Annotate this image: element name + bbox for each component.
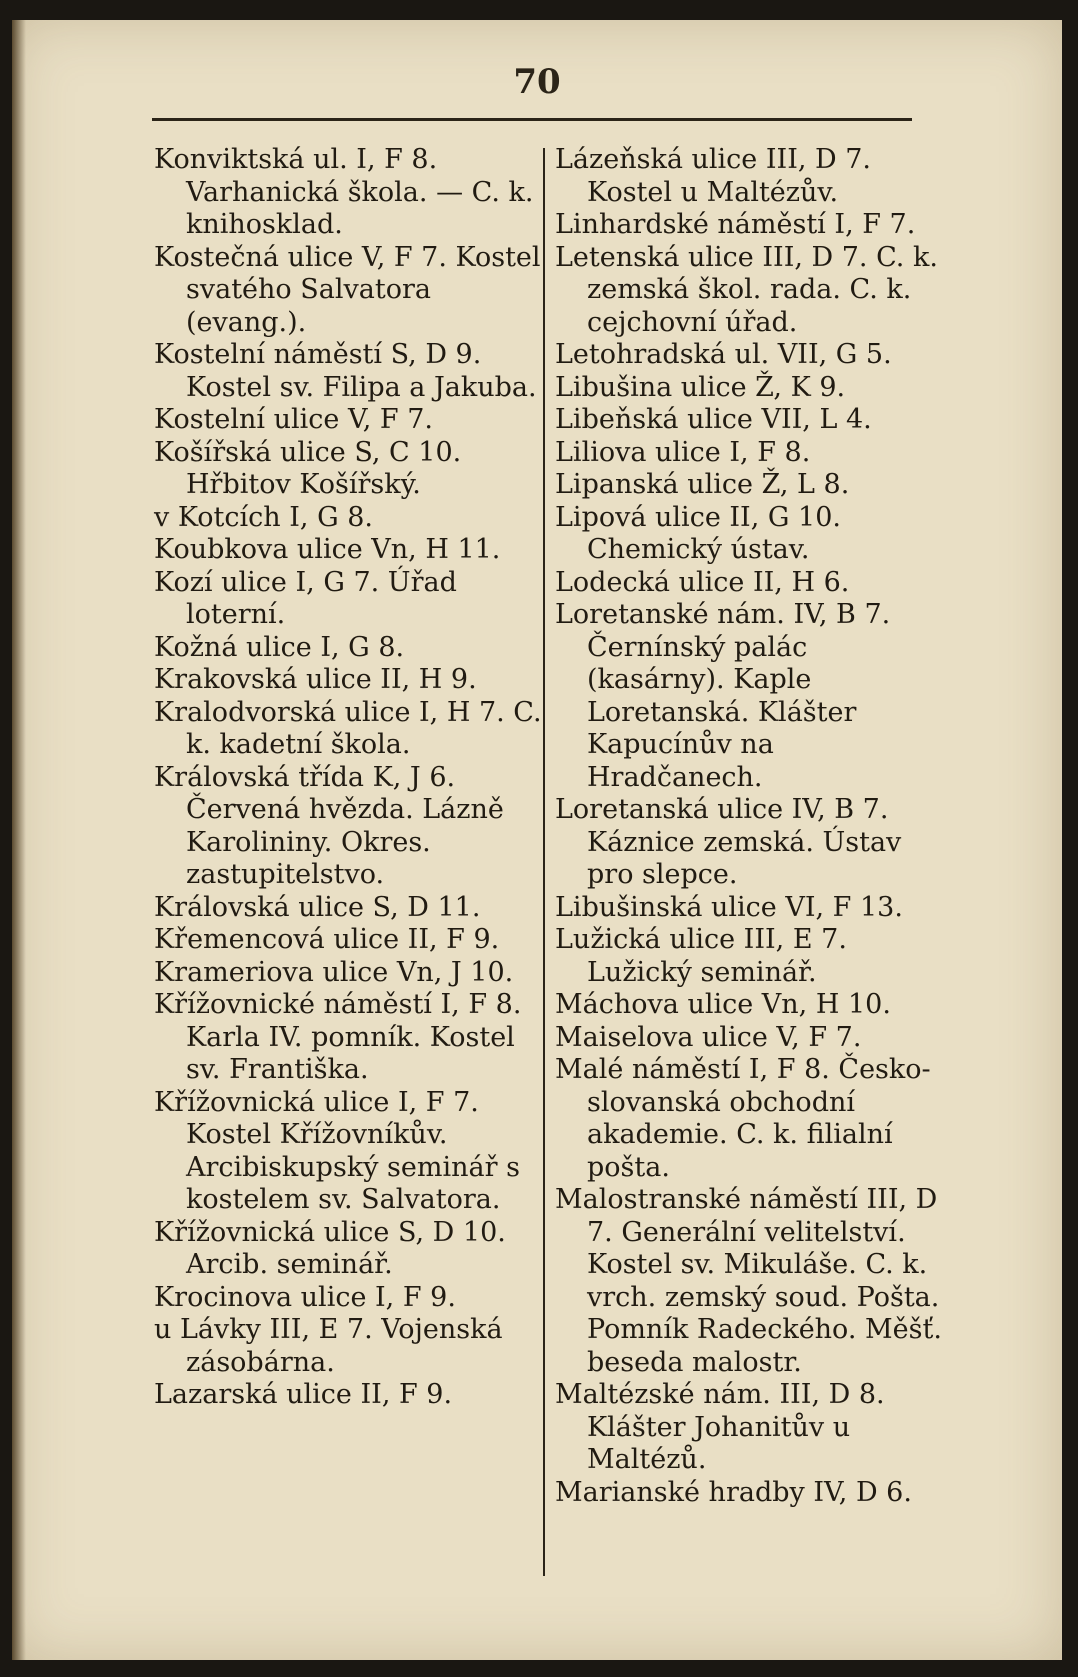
header-rule (152, 118, 912, 121)
directory-entry: Libeňská ulice VII, L 4. (555, 404, 872, 435)
directory-entry: Kozí ulice I, G 7. Úřad loterní. (154, 566, 457, 630)
directory-entry: Konviktská ul. I, F 8. Varhanická škola. — C. k. knihosklad. (154, 144, 534, 240)
directory-entry: Kostečná ulice V, F 7. Kostel svatého Salvatora (evang.). (154, 241, 541, 338)
directory-entry: Malostranské náměstí III, D 7. Generální velitelství. Kostel sv. Mikuláše. C. k. vrch. zemský soud. Pošta. Pomník Radeckého. Měšť. beseda malostr. (555, 1184, 942, 1378)
left-column (154, 144, 544, 1412)
directory-entry: Lužická ulice III, E 7. Lužický seminář. (555, 924, 847, 988)
directory-entry: Maltézské nám. III, D 8. Klášter Johanitův u Maltézů. (555, 1379, 885, 1475)
directory-entry: Křížovnické náměstí I, F 8. Karla IV. pomník. Kostel sv. Františka. (154, 989, 522, 1085)
directory-entry: Kostelní ulice V, F 7. (154, 404, 433, 435)
directory-entry: Loretanská ulice IV, B 7. Káznice zemská. Ústav pro slepce. (555, 794, 902, 890)
directory-entry: Lodecká ulice II, H 6. (555, 566, 850, 598)
directory-entry: Křížovnická ulice S, D 10. Arcib. seminář. (154, 1216, 506, 1280)
page-edge-shadow (12, 20, 26, 1660)
directory-entry: Lipová ulice II, G 10. Chemický ústav. (555, 501, 841, 565)
directory-entry: Kralodvorská ulice I, H 7. C. k. kadetní škola. (154, 696, 542, 760)
book-page (12, 20, 1062, 1660)
directory-entry: Krocinova ulice I, F 9. (154, 1281, 456, 1313)
directory-entry: Liliova ulice I, F 8. (555, 436, 811, 468)
directory-entry: Krakovská ulice II, H 9. (154, 664, 477, 695)
directory-entry: u Lávky III, E 7. Vojenská zásobárna. (154, 1314, 503, 1378)
directory-entry: Loretanské nám. IV, B 7. Černínský palác (kasárny). Kaple Loretanská. Klášter Kapucínův na Hradčanech. (555, 599, 891, 793)
directory-entry: Královská třída K, J 6. Červená hvězda. Lázně Karolininy. Okres. zastupitelstvo. (154, 761, 504, 890)
directory-entry: v Kotcích I, G 8. (154, 501, 373, 533)
directory-entry: Kožná ulice I, G 8. (154, 631, 405, 663)
directory-entry: Košířská ulice S, C 10. Hřbitov Košířský. (154, 436, 462, 500)
directory-entry: Libušinská ulice VI, F 13. (555, 891, 903, 923)
directory-entry: Libušina ulice Ž, K 9. (555, 371, 846, 403)
column-divider (543, 148, 545, 1576)
directory-entry: Křemencová ulice II, F 9. (154, 924, 500, 955)
right-column (555, 144, 945, 1509)
directory-entry: Koubkova ulice Vn, H 11. (154, 534, 501, 565)
directory-entry: Maiselova ulice V, F 7. (555, 1021, 862, 1053)
directory-entry: Linhardské náměstí I, F 7. (555, 209, 916, 240)
directory-entry: Lázeňská ulice III, D 7. Kostel u Maltézův. (555, 144, 872, 208)
directory-entry: Krameriova ulice Vn, J 10. (154, 956, 514, 988)
directory-entry: Malé náměstí I, F 8. Česko-slovanská obchodní akademie. C. k. filialní pošta. (555, 1054, 931, 1183)
directory-entry: Letenská ulice III, D 7. C. k. zemská škol. rada. C. k. cejchovní úřad. (555, 241, 938, 338)
directory-entry: Křížovnická ulice I, F 7. Kostel Křížovníkův. Arcibiskupský seminář s kostelem sv. Salvatora. (154, 1086, 520, 1215)
directory-entry: Máchova ulice Vn, H 10. (555, 989, 891, 1020)
directory-entry: Lazarská ulice II, F 9. (154, 1379, 453, 1410)
directory-entry: Marianské hradby IV, D 6. (555, 1476, 912, 1508)
directory-entry: Kostelní náměstí S, D 9. Kostel sv. Filipa a Jakuba. (154, 339, 537, 403)
page-number: 70 (513, 62, 561, 102)
directory-entry: Letohradská ul. VII, G 5. (555, 339, 892, 370)
directory-entry: Lipanská ulice Ž, L 8. (555, 469, 850, 500)
directory-entry: Královská ulice S, D 11. (154, 891, 481, 923)
